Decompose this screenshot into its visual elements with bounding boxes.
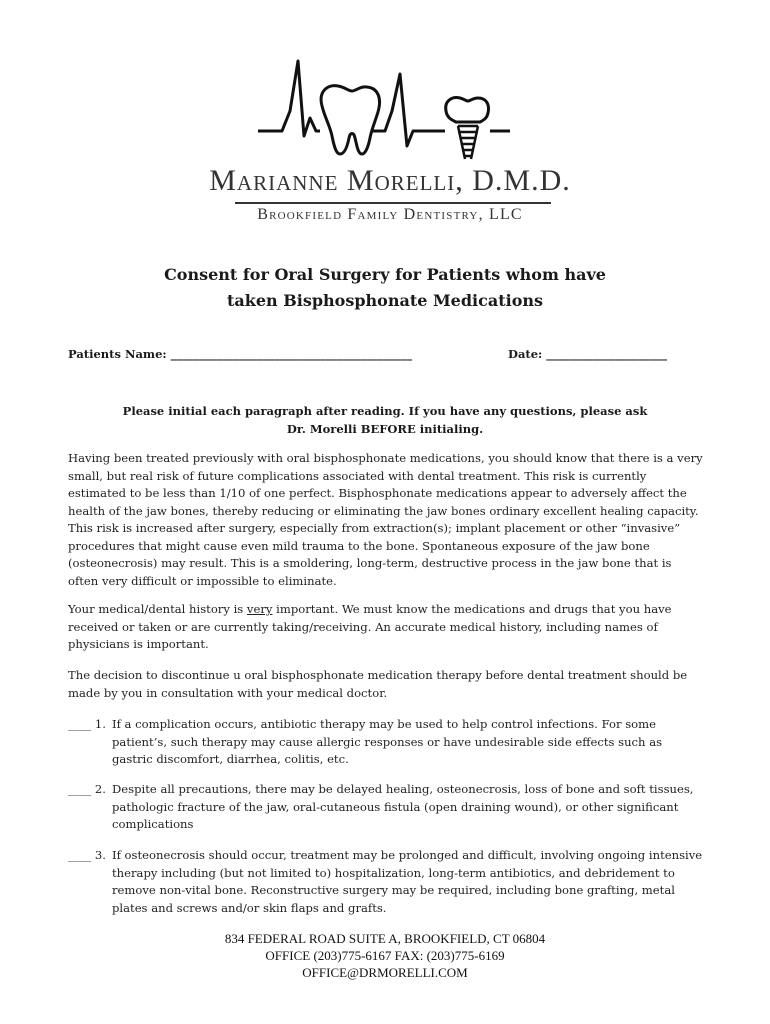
instructions-line-2: Dr. Morelli BEFORE initialing.: [286, 422, 484, 436]
consent-item: [68, 847, 704, 917]
footer-phone: OFFICE (203)775-6167 FAX: (203)775-6169: [265, 948, 505, 963]
history-text-end: important. We must know the medications and drugs that you have received or taken or are currently taking/receiving. An accurate medical history, including names of physicians is important.: [68, 602, 672, 651]
initial-blank[interactable]: ____ 2.: [68, 782, 106, 796]
initial-blank[interactable]: ____ 1.: [68, 717, 106, 731]
history-text-start: Your medical/dental history is: [68, 602, 247, 616]
consent-item-text: If a complication occurs, antibiotic therapy may be used to help control infections. For some patient’s, such therapy may cause allergic responses or have undesirable side effects such as gastric discomfort, diarrhea, colitis, etc.: [112, 717, 663, 766]
date-field[interactable]: Date: _____________________: [508, 347, 668, 361]
contact-footer: [0, 930, 770, 981]
consent-item: [68, 781, 704, 834]
title-line-2: taken Bisphosphonate Medications: [226, 291, 543, 310]
consent-item-text: Despite all precautions, there may be delayed healing, osteonecrosis, loss of bone and soft tissues, pathologic fracture of the jaw, oral-cutaneous fistula (open draining wound), or other significant complications: [112, 782, 694, 831]
initial-blank[interactable]: ____ 3.: [68, 848, 106, 862]
doctor-name: Marianne Morelli, D.M.D.: [209, 164, 571, 197]
instructions-line-1: Please initial each paragraph after reading. If you have any questions, please ask: [122, 404, 648, 418]
history-paragraph: [68, 601, 704, 654]
practice-name: Brookfield Family Dentistry, LLC: [257, 206, 523, 223]
patient-info-row: [68, 347, 698, 361]
title-line-1: Consent for Oral Surgery for Patients whom have: [164, 265, 606, 284]
history-emphasis: very: [246, 602, 273, 616]
consent-item: [68, 716, 704, 769]
consent-item-text: If osteonecrosis should occur, treatment may be prolonged and difficult, involving ongoing intensive therapy including (but not limited to) hospitalization, long-term antibiotics, and debridement to remove non-vital bone. Reconstructive surgery may be required, including bone grafting, metal plates and screws and/or skin flaps and grafts.: [112, 848, 703, 915]
logo-divider: [235, 202, 551, 204]
practice-logo: [200, 56, 580, 226]
risk-paragraph: Having been treated previously with oral bisphosphonate medications, you should know that there is a very small, but real risk of future complications associated with dental treatment. This risk is currently estimated to be less than 1/10 of one perfect. Bisphosphonate medications appear to adversely affect the health of the jaw bones, thereby reducing or eliminating the jaw bones ordinary excellent healing capacity. This risk is increased after surgery, especially from extraction(s); implant placement or other “invasive” procedures that might cause even mild trauma to the bone. Spontaneous exposure of the jaw bone (osteonecrosis) may result. This is a smoldering, long-term, destructive process in the jaw bone that is often very difficult or impossible to eliminate.: [68, 451, 703, 588]
patient-name-field[interactable]: Patients Name: __________________________________________: [68, 347, 413, 361]
initial-instructions: [0, 402, 770, 438]
footer-email: OFFICE@DRMORELLI.COM: [302, 965, 468, 980]
tooth-heartbeat-icon: [200, 56, 580, 166]
document-title: [0, 262, 770, 314]
discontinue-paragraph: The decision to discontinue u oral bisphosphonate medication therapy before dental treatment should be made by you in consultation with your medical doctor.: [68, 668, 688, 700]
footer-address: 834 FEDERAL ROAD SUITE A, BROOKFIELD, CT 06804: [224, 931, 546, 946]
